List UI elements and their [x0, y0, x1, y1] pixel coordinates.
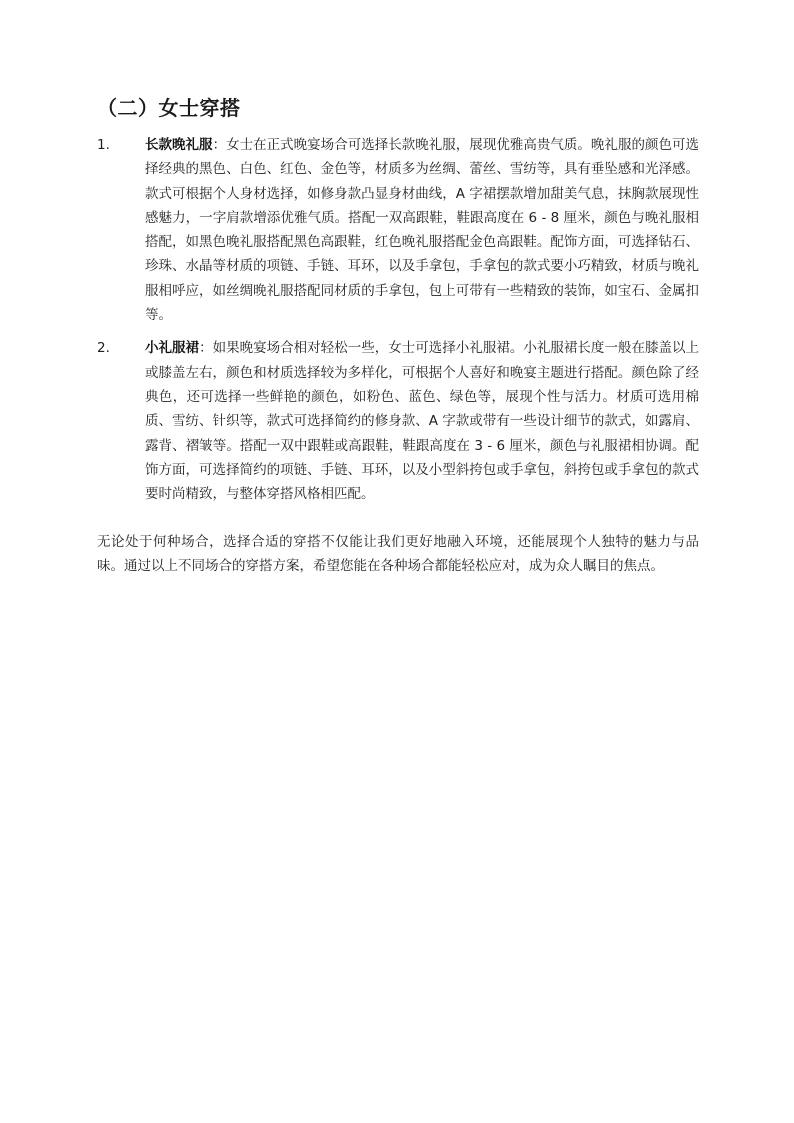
- list-item-long-evening-gown: [97, 133, 699, 327]
- list-item-number: 1.: [97, 137, 110, 153]
- list-item-separator: ：: [199, 340, 213, 357]
- list-item-term: 长款晚礼服: [145, 137, 213, 153]
- list-item-term: 小礼服裙: [145, 340, 200, 357]
- list-item-number: 2.: [97, 340, 110, 357]
- closing-paragraph: 无论处于何种场合，选择合适的穿搭不仅能让我们更好地融入环境，还能展现个人独特的魅力与品味。通过以上不同场合的穿搭方案，希望您能在各种场合都能轻松应对，成为众人瞩目的焦点。: [97, 534, 699, 575]
- list-item-text: 如果晚宴场合相对轻松一些，女士可选择小礼服裙。小礼服裙长度一般在膝盖以上或膝盖左右，颜色和材质选择较为多样化，可根据个人喜好和晚宴主题进行搭配。颜色除了经典色，还可选择一些鲜艳的颜色，如粉色、蓝色、绿色等，展现个性与活力。材质可选用棉质、雪纺、针织等，款式可选择简约的修身款、A 字款或带有一些设计细节的款式，如露肩、露背、褶皱等。搭配一双中跟鞋或高跟鞋，鞋跟高度在 3 - 6 厘米，颜色与礼服裙相协调。配饰方面，可选择简约的项链、手链、耳环，以及小型斜挎包或手拿包，斜挎包或手拿包的款式要时尚精致，与整体穿搭风格相匹配。: [145, 340, 700, 503]
- list-item-text: 女士在正式晚宴场合可选择长款晚礼服，展现优雅高贵气质。晚礼服的颜色可选择经典的黑色、白色、红色、金色等，材质多为丝绸、蕾丝、雪纺等，具有垂坠感和光泽感。款式可根据个人身材选择，如修身款凸显身材曲线，A 字裙摆款增加甜美气息，抹胸款展现性感魅力，一字肩款增添优雅气质。搭配一双高跟鞋，鞋跟高度在 6 - 8 厘米，颜色与晚礼服相搭配，如黑色晚礼服搭配黑色高跟鞋，红色晚礼服搭配金色高跟鞋。配饰方面，可选择钻石、珍珠、水晶等材质的项链、手链、耳环，以及手拿包，手拿包的款式要小巧精致，材质与晚礼服相呼应，如丝绸晚礼服搭配同材质的手拿包，包上可带有一些精致的装饰，如宝石、金属扣等。: [145, 137, 700, 324]
- outfit-list: [97, 133, 699, 506]
- section-heading: （二）女士穿搭: [97, 96, 241, 120]
- list-item-separator: ：: [212, 137, 227, 153]
- list-item-cocktail-dress: [97, 336, 699, 506]
